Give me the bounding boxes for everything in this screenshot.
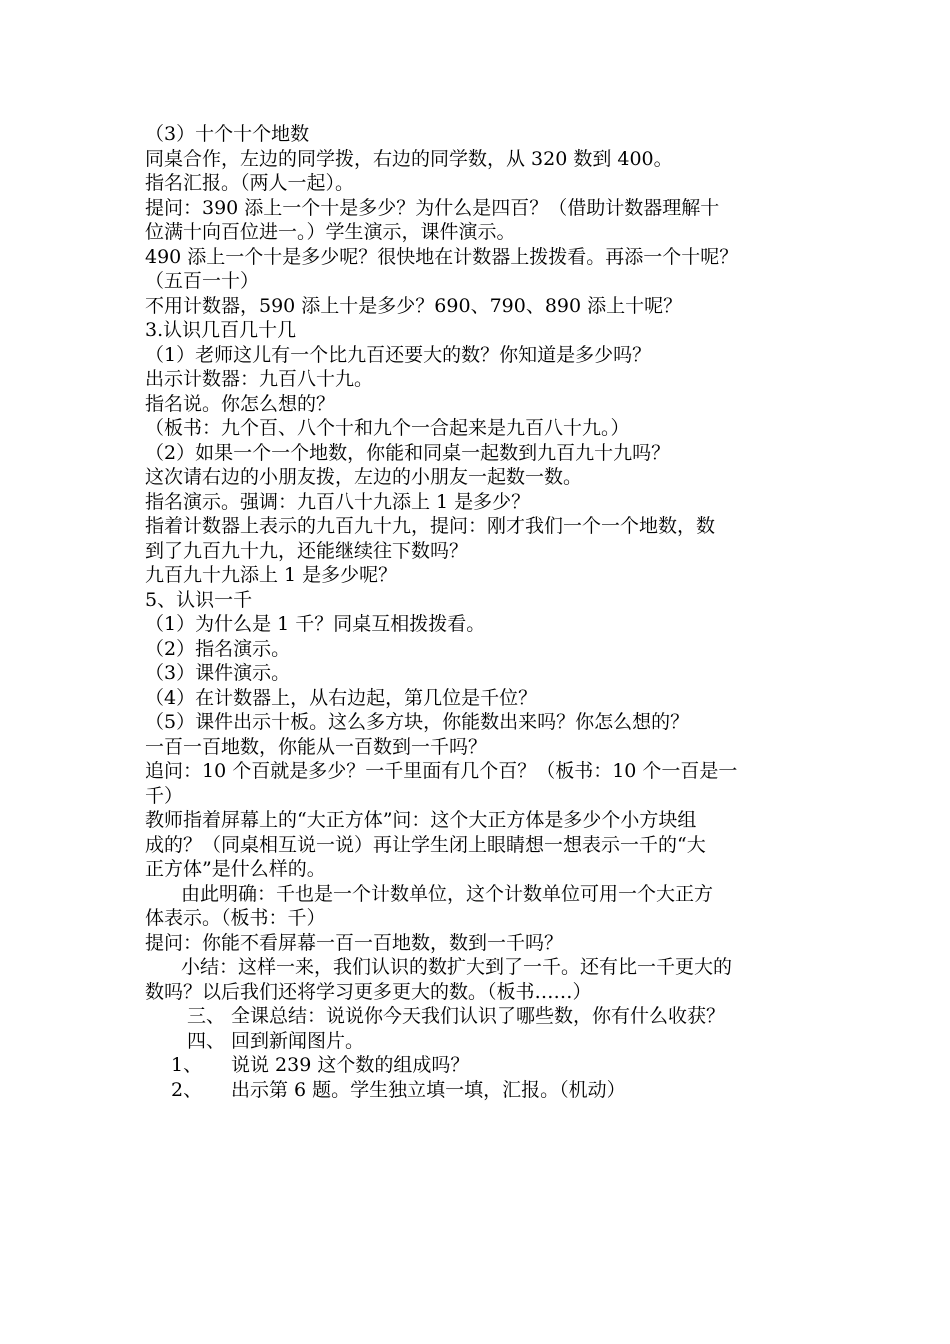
text-line: 指着计数器上表示的九百九十九，提问：刚才我们一个一个地数，数 [145,515,716,537]
text-line: （2）指名演示。 [145,637,291,660]
item-number: 2、 [171,1078,203,1101]
text-line: 提问：390 添上一个十是多少？为什么是四百？（借助计数器理解十 [145,196,720,219]
text-line: （五百一十） [145,270,260,292]
text-line: 成的？（同桌相互说一说）再让学生闭上眼睛想一想表示一千的“大 [145,833,706,856]
text-line: 指名汇报。（两人一起）。 [145,172,355,194]
text-line: 提问：你能不看屏幕一百一百地数，数到一千吗？ [145,931,564,954]
text-line: 同桌合作，左边的同学拨，右边的同学数，从 320 数到 400。 [145,147,673,170]
document-body [145,122,825,1102]
text-line: 体表示。（板书：千） [145,907,326,929]
text-line: 由此明确：千也是一个计数单位，这个计数单位可用一个大正方 [181,882,714,905]
text-line: （3）课件演示。 [145,662,291,684]
text-line: （1）老师这儿有一个比九百还要大的数？你知道是多少吗？ [145,343,652,366]
text-line: 一百一百地数，你能从一百数到一千吗？ [145,735,488,758]
text-line: 指名演示。强调：九百八十九添上 1 是多少？ [145,490,531,513]
text-line: （2）如果一个一个地数，你能和同桌一起数到九百九十九吗？ [145,441,671,464]
text-line: 这次请右边的小朋友拨，左边的小朋友一起数一数。 [145,466,583,488]
text-line: 到了九百九十九，还能继续往下数吗？ [145,539,469,562]
text-line: 490 添上一个十是多少呢？很快地在计数器上拨拨看。再添一个十呢？ [145,245,739,268]
text-line: 九百九十九添上 1 是多少呢？ [145,564,398,586]
section-heading: 四、 回到新闻图片。 [187,1029,365,1052]
numbered-item [145,1053,825,1078]
numbered-item [145,1078,825,1103]
text-line: 不用计数器，590 添上十是多少？690、790、890 添上十呢？ [145,294,683,317]
text-line: 指名说。你怎么想的？ [145,392,336,415]
text-line: 正方体”是什么样的。 [145,858,326,880]
text-line: 位满十向百位进一。）学生演示，课件演示。 [145,221,516,243]
text-line: 小结：这样一来，我们认识的数扩大到了一千。还有比一千更大的 [181,956,733,978]
section-heading: 3.认识几百几十几 [145,319,297,341]
text-line: （3）十个十个地数 [145,123,310,145]
section-heading: 三、 全课总结：说说你今天我们认识了哪些数，你有什么收获？ [187,1005,726,1027]
item-number: 1、 [171,1054,203,1076]
item-text: 说说 239 这个数的组成吗？ [231,1054,470,1076]
item-text: 出示第 6 题。学生独立填一填，汇报。（机动） [231,1078,626,1101]
text-line: （4）在计数器上，从右边起，第几位是千位？ [145,686,538,709]
text-line: （板书：九个百、八个十和九个一合起来是九百八十九。） [145,417,630,439]
text-line: 出示计数器：九百八十九。 [145,368,374,390]
text-line: 千） [145,784,184,807]
text-line: 追问：10 个百就是多少？一千里面有几个百？（板书：10 个一百是一 [145,760,738,782]
text-line: 教师指着屏幕上的“大正方体”问：这个大正方体是多少个小方块组 [145,809,697,831]
text-line: （1）为什么是 1 千？同桌互相拨拨看。 [145,613,486,635]
text-line: （5）课件出示十板。这么多方块，你能数出来吗？你怎么想的？ [145,711,690,733]
text-line: 数吗？以后我们还将学习更多更大的数。（板书……） [145,980,592,1003]
section-heading: 5、认识一千 [145,588,253,611]
